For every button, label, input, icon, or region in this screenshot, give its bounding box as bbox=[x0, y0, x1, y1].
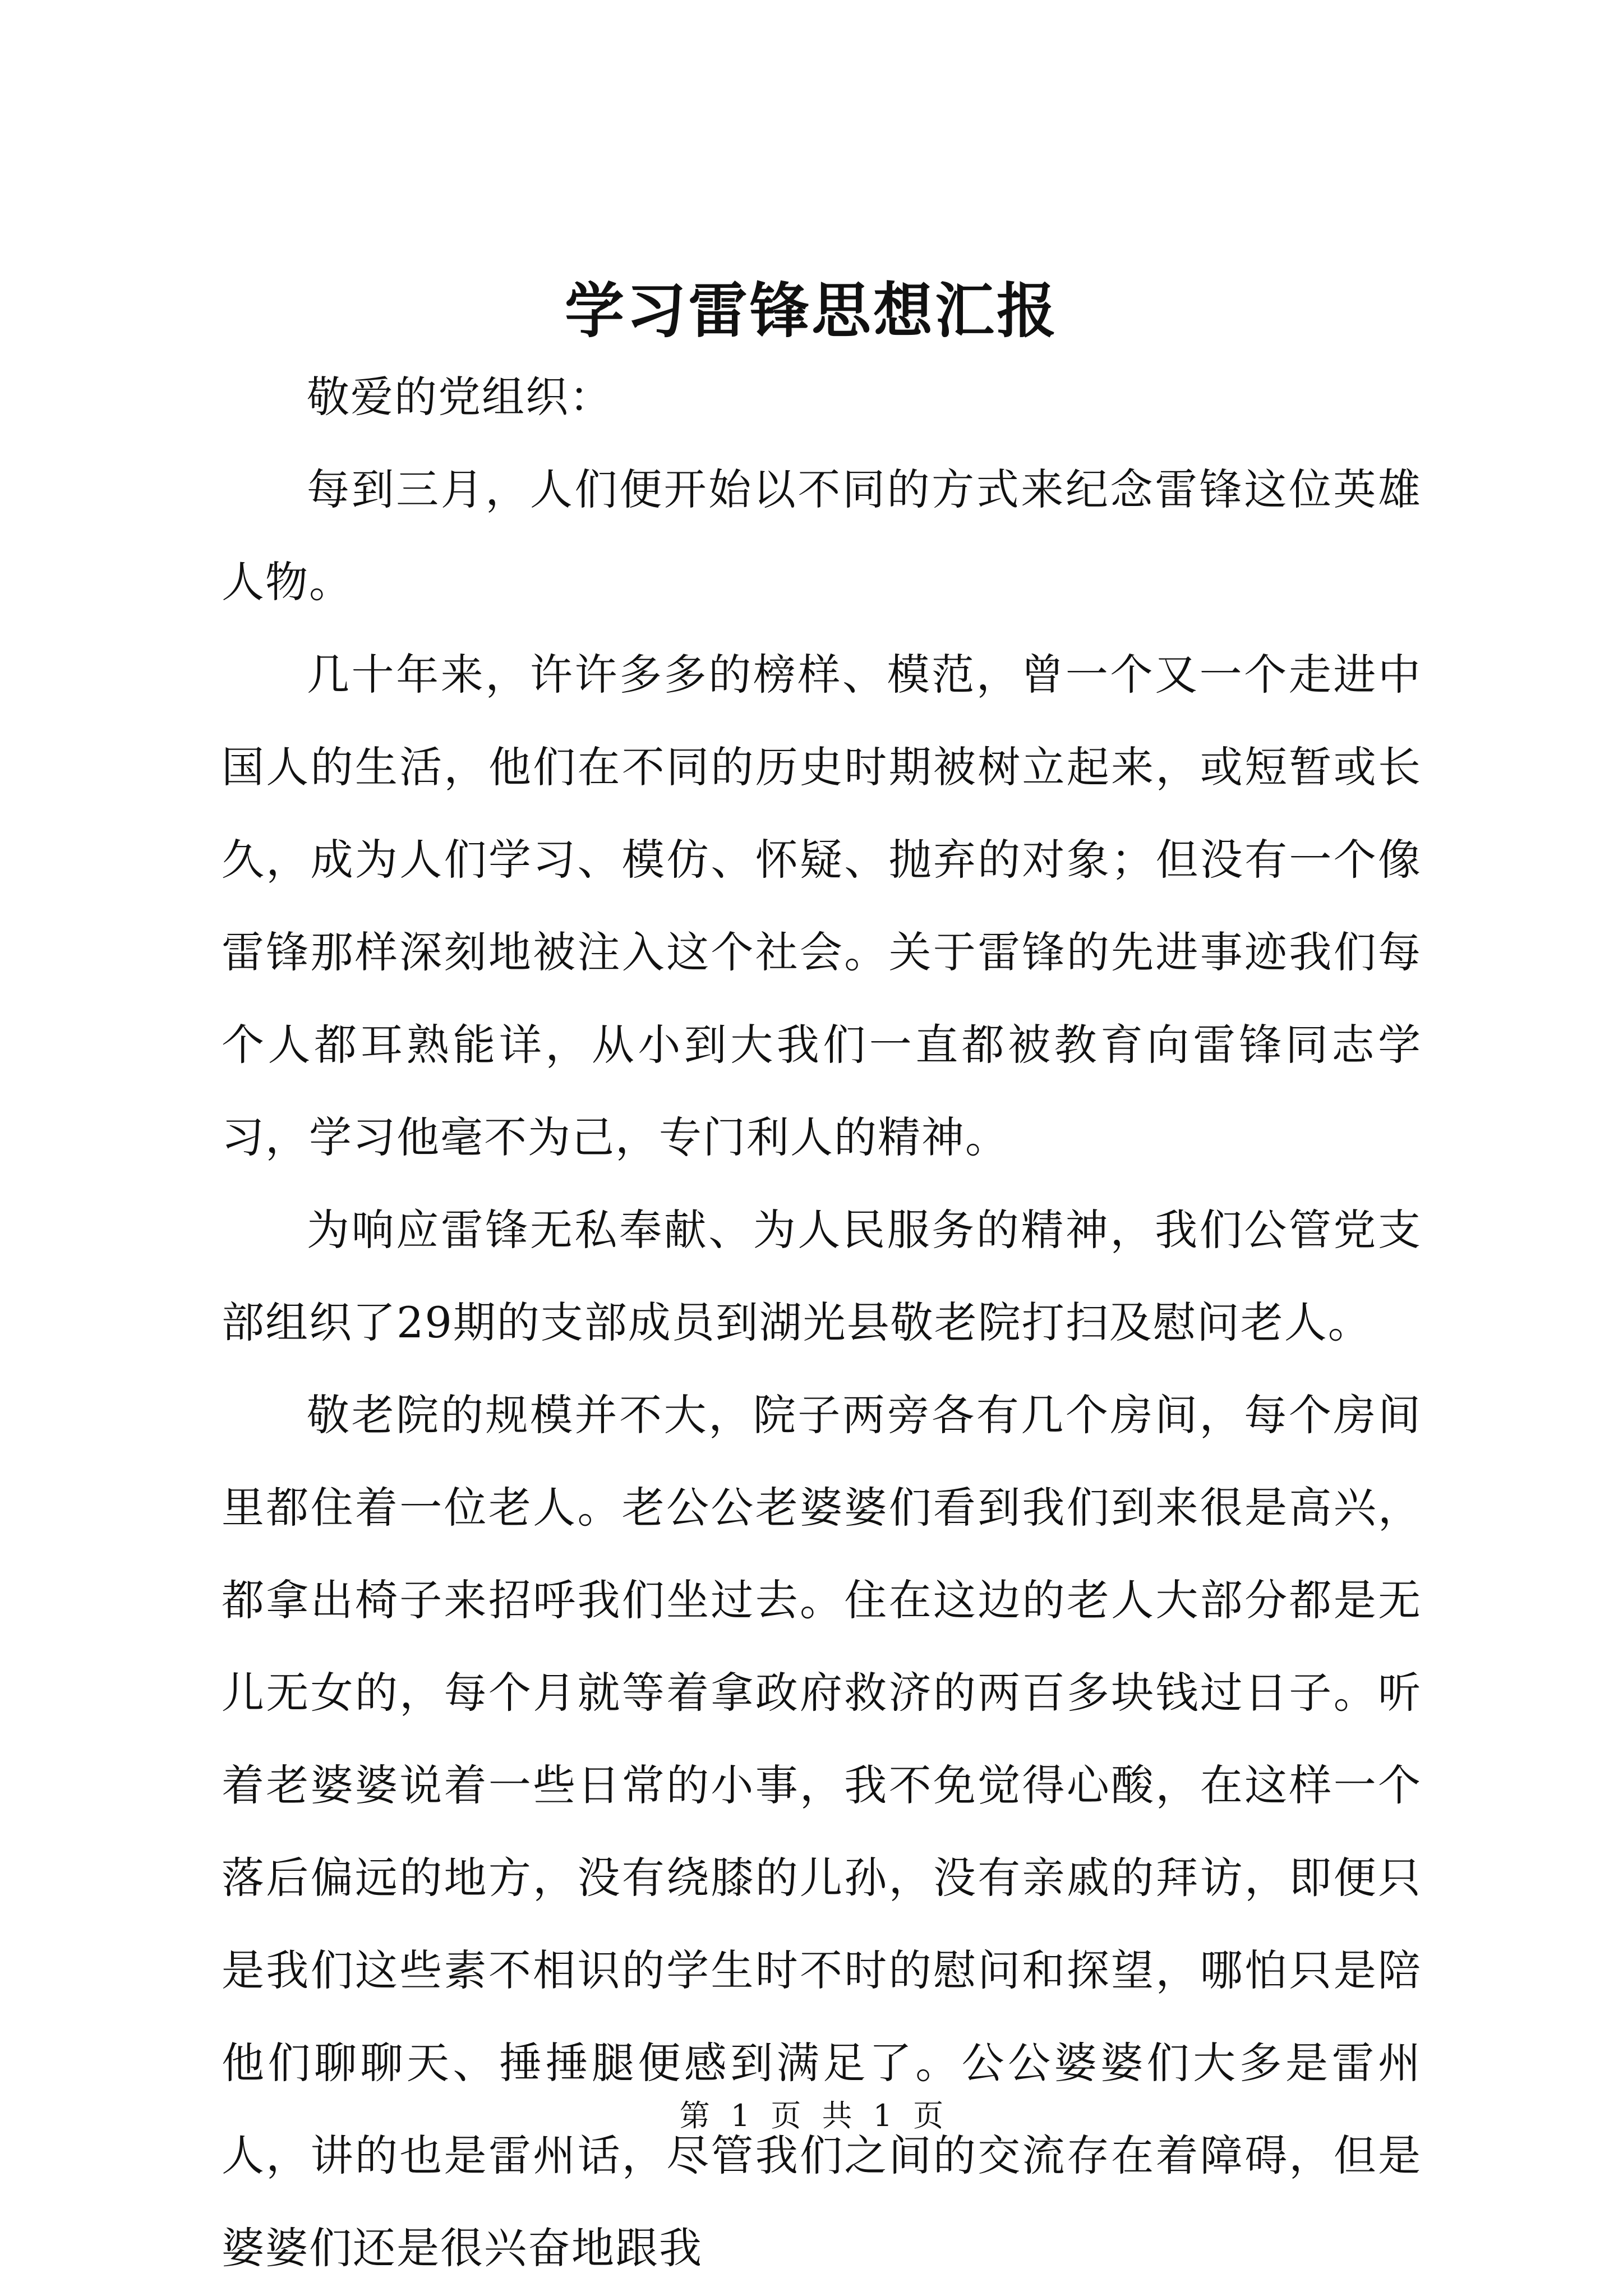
paragraph-2: 几十年来，许许多多的榜样、模范，曾一个又一个走进中国人的生活，他们在不同的历史时期被树立起来，或短暂或长久，成为人们学习、模仿、怀疑、抛弃的对象；但没有一个像雷锋那样深刻地被注入这个社会。关于雷锋的先进事迹我们每个人都耳熟能详，从小到大我们一直都被教育向雷锋同志学习，学习他毫不为己，专门利人的精神。 bbox=[222, 650, 1422, 1162]
paragraph-3: 为响应雷锋无私奉献、为人民服务的精神，我们公管党支部组织了29期的支部成员到湖光县敬老院打扫及慰问老人。 bbox=[222, 1205, 1422, 1347]
document-title: 学习雷锋思想汇报 bbox=[565, 275, 1058, 346]
paragraph-1: 每到三月，人们便开始以不同的方式来纪念雷锋这位英雄人物。 bbox=[222, 464, 1422, 607]
salutation: 敬爱的党组织： bbox=[307, 372, 613, 422]
page-footer: 第 1 页 共 1 页 bbox=[679, 2098, 944, 2133]
document-body bbox=[222, 351, 1422, 2294]
paragraph-4: 敬老院的规模并不大，院子两旁各有几个房间，每个房间里都住着一位老人。老公公老婆婆们看到我们到来很是高兴，都拿出椅子来招呼我们坐过去。住在这边的老人大部分都是无儿无女的，每个月就等着拿政府救济的两百多块钱过日子。听着老婆婆说着一些日常的小事，我不免觉得心酸，在这样一个落后偏远的地方，没有绕膝的儿孙，没有亲戚的拜访，即便只是我们这些素不相识的学生时不时的慰问和探望，哪怕只是陪他们聊聊天、捶捶腿便感到满足了。公公婆婆们大多是雷州人，讲的也是雷州话，尽管我们之间的交流存在着障碍，但是婆婆们还是很兴奋地跟我 bbox=[222, 1390, 1422, 2273]
